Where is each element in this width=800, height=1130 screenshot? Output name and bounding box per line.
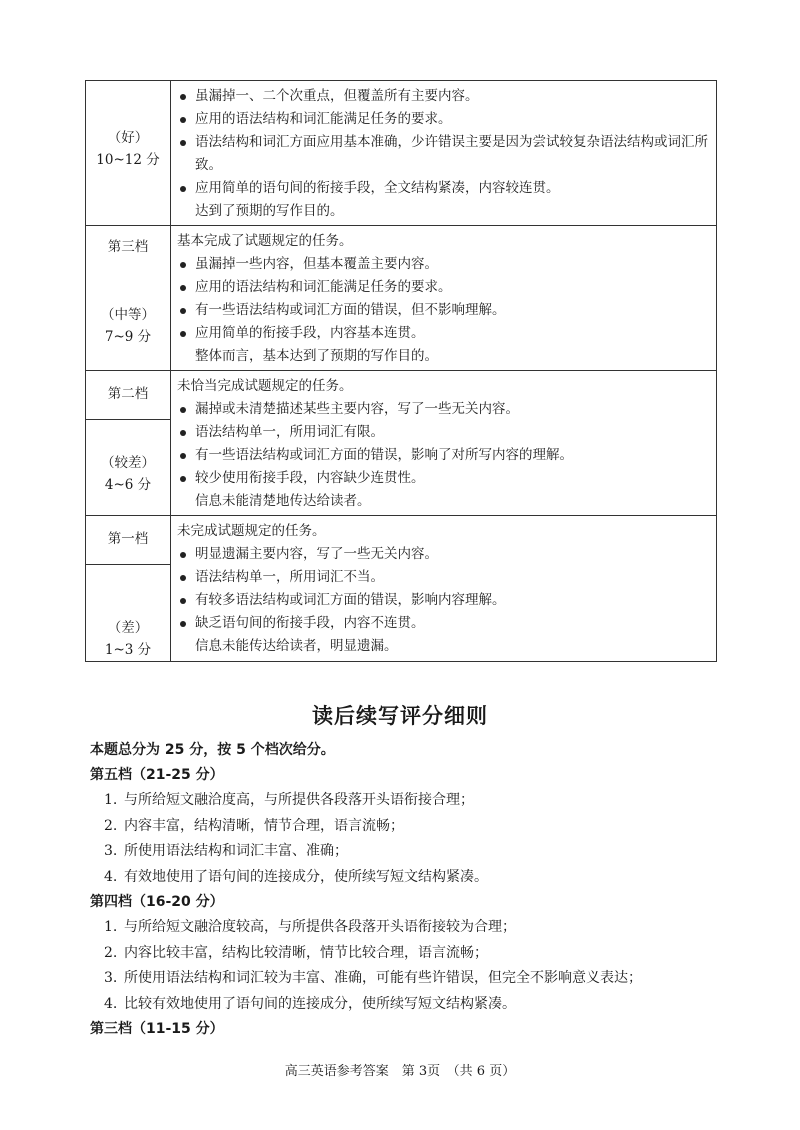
scoring-details [90, 738, 730, 1042]
rubric-body [86, 81, 717, 662]
criteria-bullet: 虽漏掉一、二个次重点，但覆盖所有主要内容。 [177, 85, 710, 108]
tier-header: 第三档（11-15 分） [90, 1021, 224, 1037]
level-cell [86, 371, 171, 516]
tier-item [90, 966, 730, 992]
criteria-cell [171, 371, 717, 516]
criteria-bullet: 较少使用衔接手段，内容缺少连贯性。 [177, 467, 710, 490]
tier-item-text: 比较有效地使用了语句间的连接成分，使所续写短文结构紧凑。 [124, 995, 516, 1012]
total-score-summary: 本题总分为 25 分，按 5 个档次给分。 [90, 742, 335, 758]
criteria-bullet: 应用简单的语句间的衔接手段，全文结构紧凑，内容较连贯。 [177, 177, 710, 200]
scoring-rubric-table [85, 80, 717, 662]
tier-item-number: 3. [104, 843, 118, 859]
level-score-line: （差） [107, 620, 149, 636]
level-score-group [86, 258, 170, 348]
level-score-group [86, 420, 170, 496]
tier-item-text: 内容比较丰富，结构比较清晰，情节比较合理，语言流畅； [124, 944, 488, 961]
tier-item-number: 1. [104, 792, 118, 808]
tier-item [90, 941, 730, 967]
criteria-bullet: 应用的语法结构和词汇能满足任务的要求。 [177, 108, 710, 131]
level-score-line: 4~6 分 [104, 477, 152, 493]
level-score-group [86, 565, 170, 661]
tier-item [90, 915, 730, 941]
tier-item-text: 有效地使用了语句间的连接成分，使所续写短文结构紧凑。 [124, 868, 488, 885]
tier-item-text: 所使用语法结构和词汇丰富、准确； [124, 843, 348, 859]
level-cell [86, 226, 171, 371]
page-footer: 高三英语参考答案 第 3页 （共 6 页） [284, 1064, 516, 1079]
criteria-bullet: 有一些语法结构或词汇方面的错误，但不影响理解。 [177, 299, 710, 322]
rubric-row [86, 371, 717, 516]
tier-item [90, 992, 730, 1018]
criteria-bullet: 缺乏语句间的衔接手段，内容不连贯。 [177, 612, 710, 635]
level-score-line: （好） [107, 130, 149, 146]
level-score-line: 1~3 分 [104, 642, 152, 658]
rubric-row [86, 81, 717, 226]
level-cell [86, 516, 171, 662]
tier-header: 第五档（21-25 分） [90, 767, 224, 783]
level-score-group [86, 81, 170, 171]
tier-item [90, 814, 730, 840]
level-score-line: （较差） [101, 455, 155, 471]
tier-item-number: 4. [104, 868, 118, 885]
criteria-bullet: 漏掉或未清楚描述某些主要内容，写了一些无关内容。 [177, 398, 710, 421]
tier-item [90, 839, 730, 865]
tier-item-number: 2. [104, 944, 118, 961]
level-name: 第二档 [107, 386, 149, 402]
criteria-bullet: 语法结构单一，所用词汇有限。 [177, 421, 710, 444]
criteria-cell [171, 81, 717, 226]
criteria-intro: 未完成试题规定的任务。 [177, 523, 326, 539]
criteria-bullet: 语法结构和词汇方面应用基本准确，少许错误主要是因为尝试较复杂语法结构或词汇所致。 [177, 131, 710, 177]
rubric-row [86, 516, 717, 662]
level-score-line: 7~9 分 [104, 329, 152, 345]
criteria-closing: 达到了预期的写作目的。 [195, 203, 344, 219]
tier-item-number: 2. [104, 817, 118, 834]
criteria-cell [171, 226, 717, 371]
tier-list [90, 763, 730, 1042]
tier-item-text: 与所给短文融洽度高，与所提供各段落开头语衔接合理； [124, 792, 474, 808]
criteria-bullet: 应用的语法结构和词汇能满足任务的要求。 [177, 276, 710, 299]
criteria-intro: 基本完成了试题规定的任务。 [177, 233, 353, 249]
rubric-row [86, 226, 717, 371]
level-name: 第一档 [107, 531, 149, 547]
criteria-bullet: 应用简单的衔接手段，内容基本连贯。 [177, 322, 710, 345]
criteria-intro: 未恰当完成试题规定的任务。 [177, 378, 353, 394]
tier-item-number: 4. [104, 995, 118, 1012]
level-cell [86, 81, 171, 226]
level-score-line: （中等） [101, 307, 155, 323]
criteria-bullet: 有一些语法结构或词汇方面的错误，影响了对所写内容的理解。 [177, 444, 710, 467]
section-title: 读后续写评分细则 [312, 704, 488, 728]
criteria-bullet: 虽漏掉一些内容，但基本覆盖主要内容。 [177, 253, 710, 276]
criteria-cell [171, 516, 717, 662]
tier-item-text: 与所给短文融洽度较高，与所提供各段落开头语衔接较为合理； [124, 919, 516, 935]
level-score-line: 10~12 分 [96, 152, 160, 168]
tier-item-text: 内容丰富，结构清晰，情节合理，语言流畅； [124, 817, 404, 834]
criteria-closing: 信息未能清楚地传达给读者。 [195, 493, 371, 509]
level-name: 第三档 [107, 239, 149, 255]
criteria-bullet: 语法结构单一，所用词汇不当。 [177, 566, 710, 589]
criteria-closing: 信息未能传达给读者，明显遗漏。 [195, 638, 398, 654]
tier-item [90, 788, 730, 814]
tier-item-number: 1. [104, 919, 118, 935]
criteria-closing: 整体而言，基本达到了预期的写作目的。 [195, 348, 438, 364]
tier-item-number: 3. [104, 970, 118, 986]
criteria-bullet: 明显遗漏主要内容，写了一些无关内容。 [177, 543, 710, 566]
tier-header: 第四档（16-20 分） [90, 894, 224, 910]
criteria-bullet: 有较多语法结构或词汇方面的错误，影响内容理解。 [177, 589, 710, 612]
tier-item-text: 所使用语法结构和词汇较为丰富、准确，可能有些许错误，但完全不影响意义表达； [124, 970, 642, 986]
tier-item [90, 865, 730, 891]
